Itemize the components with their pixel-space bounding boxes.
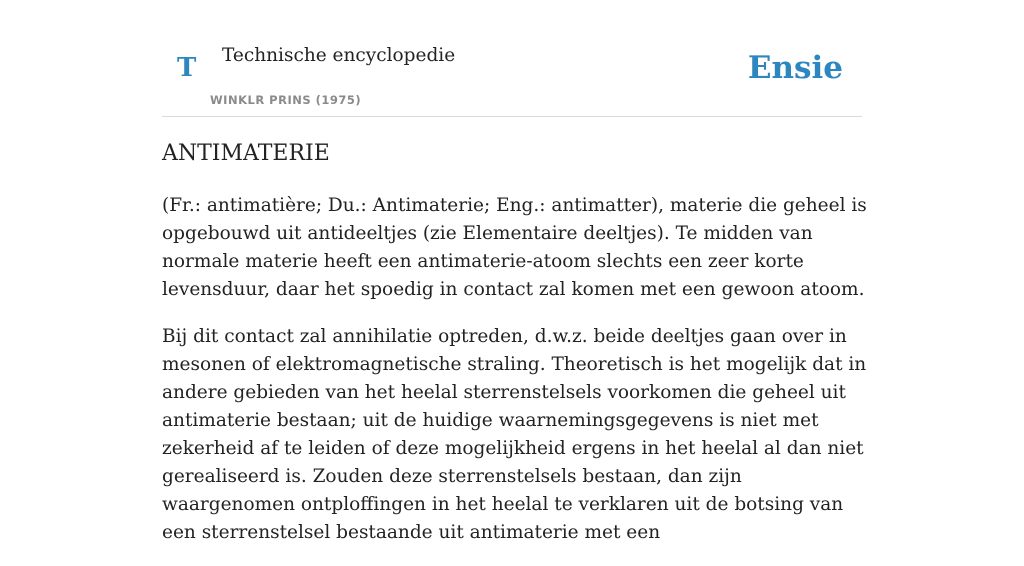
article (162, 138, 872, 566)
brand-logo-link[interactable]: Ensie (747, 50, 843, 86)
encyclopedia-header (162, 0, 862, 117)
article-paragraph: (Fr.: antimatière; Du.: Antimaterie; Eng.: antimatter), materie die geheel is opgebouwd uit antideeltjes (zie Elementaire deeltjes). Te midden van normale materie heeft een antimaterie-atoom slechts een zeer korte levensduur, daar het spoedig in contact zal komen met een gewoon atoom. (162, 195, 867, 300)
encyclopedia-source: WINKLR PRINS (1975) (210, 93, 362, 107)
encyclopedia-title-link[interactable]: Technische encyclopedie (222, 45, 456, 66)
article-title: ANTIMATERIE (162, 141, 330, 166)
article-paragraph: Bij dit contact zal annihilatie optreden, d.w.z. beide deeltjes gaan over in mesonen of elektromagnetische straling. Theoretisch is het mogelijk dat in andere gebieden van het heelal sterrenstelsels voorkomen die geheel uit antimaterie bestaan; uit de huidige waarnemingsgegevens is niet met zekerheid af te leiden of deze mogelijkheid ergens in het heelal al dan niet gerealiseerd is. Zouden deze sterrenstelsels bestaan, dan zijn waargenomen ontploffingen in het heelal te verklaren uit de botsing van een sterrenstelsel bestaande uit antimaterie met een (162, 326, 867, 543)
encyclopedia-logo-icon[interactable]: T (177, 53, 197, 83)
